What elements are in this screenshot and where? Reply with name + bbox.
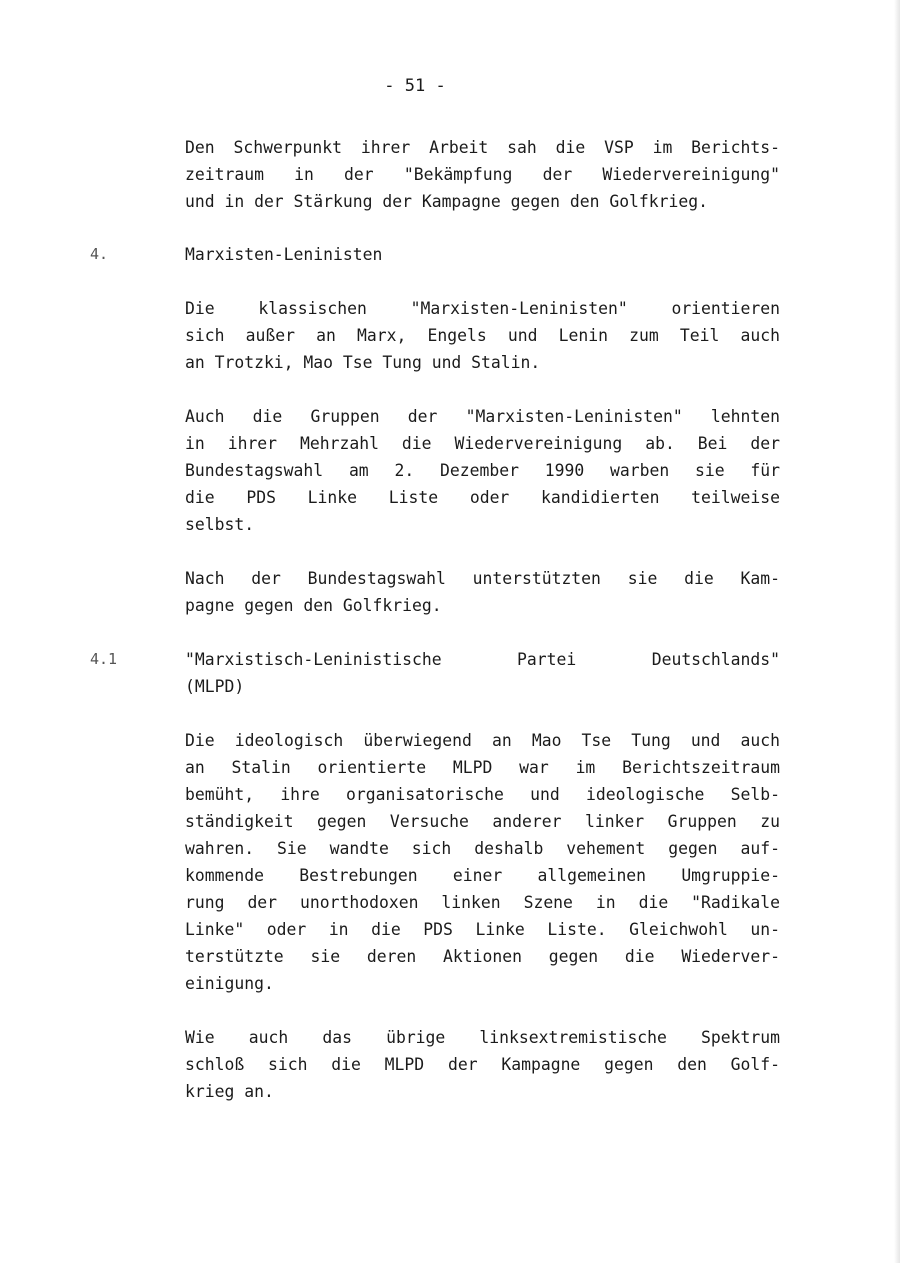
text-line: an Trotzki, Mao Tse Tung und Stalin.: [185, 353, 541, 372]
section-heading: [185, 646, 780, 700]
text-line: Den Schwerpunkt ihrer Arbeit sah die VSP im Berichts-: [185, 138, 780, 157]
text-line: und in der Stärkung der Kampagne gegen den Golfkrieg.: [185, 192, 709, 211]
paragraph-vsp: [185, 134, 780, 215]
page-edge-shadow: [894, 0, 900, 1263]
text-line: selbst.: [185, 515, 255, 534]
paragraph-spectrum: [185, 1024, 780, 1105]
section-number: 4.1: [90, 650, 118, 668]
paragraph-golf-war: [185, 565, 780, 619]
text-line: wahren. Sie wandte sich deshalb vehement gegen auf-: [185, 839, 780, 858]
text-line: ständigkeit gegen Versuche anderer linker Gruppen zu: [185, 812, 780, 831]
section-title: Marxisten-Leninisten: [185, 245, 383, 264]
text-line: terstützte sie deren Aktionen gegen die Wiederver-: [185, 947, 780, 966]
page-number: - 51 -: [384, 76, 446, 96]
section-heading: [185, 241, 780, 268]
text-line: Linke" oder in die PDS Linke Liste. Gleichwohl un-: [185, 920, 780, 939]
text-line: Auch die Gruppen der "Marxisten-Leninisten" lehnten: [185, 407, 780, 426]
text-line: rung der unorthodoxen linken Szene in die "Radikale: [185, 893, 780, 912]
text-line: in ihrer Mehrzahl die Wiedervereinigung ab. Bei der: [185, 434, 780, 453]
section-title: "Marxistisch-Leninistische Partei Deutschlands": [185, 650, 780, 669]
text-line: bemüht, ihre organisatorische und ideologische Selb-: [185, 785, 780, 804]
text-line: sich außer an Marx, Engels und Lenin zum Teil auch: [185, 326, 780, 345]
text-line: kommende Bestrebungen einer allgemeinen Umgruppie-: [185, 866, 780, 885]
text-line: Die klassischen "Marxisten-Leninisten" orientieren: [185, 299, 780, 318]
text-line: Wie auch das übrige linksextremistische Spektrum: [185, 1028, 780, 1047]
text-line: die PDS Linke Liste oder kandidierten teilweise: [185, 488, 780, 507]
text-line: Die ideologisch überwiegend an Mao Tse Tung und auch: [185, 731, 780, 750]
paragraph-classic-ml: [185, 295, 780, 376]
section-number: 4.: [90, 245, 109, 263]
text-line: zeitraum in der "Bekämpfung der Wiedervereinigung": [185, 165, 780, 184]
section-title: (MLPD): [185, 677, 245, 696]
text-line: pagne gegen den Golfkrieg.: [185, 596, 442, 615]
text-line: schloß sich die MLPD der Kampagne gegen den Golf-: [185, 1055, 780, 1074]
text-line: einigung.: [185, 974, 274, 993]
paragraph-reunification: [185, 403, 780, 538]
text-line: Bundestagswahl am 2. Dezember 1990 warben sie für: [185, 461, 780, 480]
text-line: an Stalin orientierte MLPD war im Berichtszeitraum: [185, 758, 780, 777]
text-line: Nach der Bundestagswahl unterstützten sie die Kam-: [185, 569, 780, 588]
paragraph-mlpd: [185, 727, 780, 997]
text-line: krieg an.: [185, 1082, 274, 1101]
